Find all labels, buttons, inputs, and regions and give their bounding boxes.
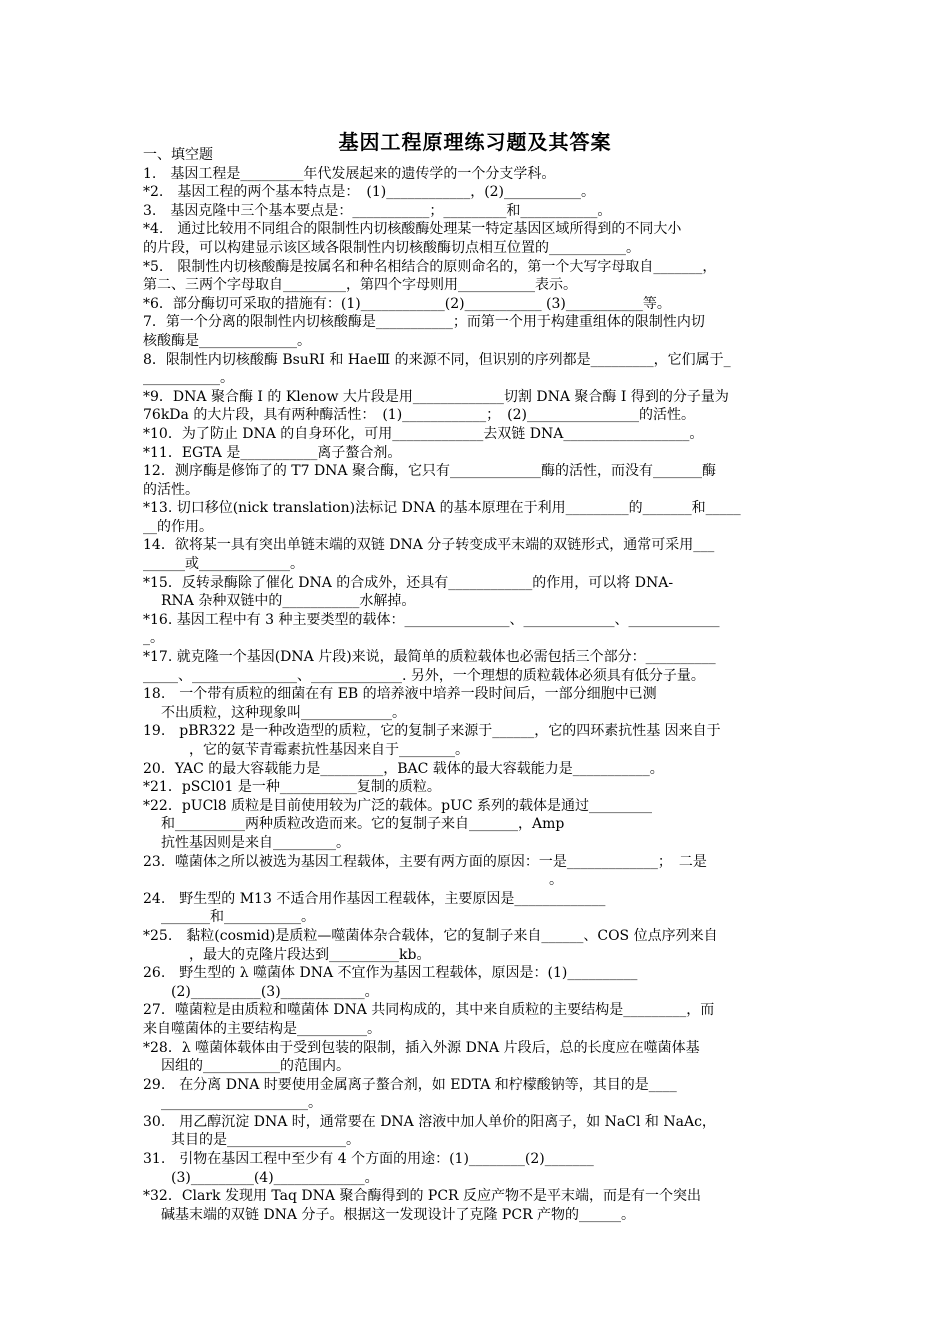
question-q6 bbox=[143, 295, 809, 314]
question-line: 的活性。 bbox=[143, 481, 199, 498]
question-q5 bbox=[143, 258, 809, 295]
question-line: 碱基末端的双链 DNA 分子。根据这一发现设计了克隆 PCR 产物的______。 bbox=[161, 1206, 636, 1223]
question-line: *9．DNA 聚合酶 I 的 Klenow 大片段是用_____________切割 DNA 聚合酶 I 得到的分子量为 bbox=[143, 388, 729, 405]
question-q28 bbox=[143, 1039, 809, 1076]
question-line: 第二、三两个字母取自_________，第四个字母则用___________表示。 bbox=[143, 277, 577, 294]
question-line: *11．EGTA 是___________离子螯合剂。 bbox=[143, 444, 402, 461]
question-q20 bbox=[143, 760, 809, 779]
section-heading: 一、填空题 bbox=[143, 147, 213, 163]
question-line: 31. 引物在基因工程中至少有 4 个方面的用途：(1)________(2)_______ bbox=[143, 1151, 594, 1168]
question-q21 bbox=[143, 778, 809, 797]
question-line: *2. 基因工程的两个基本特点是： (1)____________，(2)___________。 bbox=[143, 184, 596, 201]
question-line: 29. 在分离 DNA 时要使用金属离子螯合剂，如 EDTA 和柠檬酸钠等，其目的是____ bbox=[143, 1076, 677, 1093]
question-line: RNA 杂种双链中的___________水解掉。 bbox=[161, 593, 416, 610]
question-q26 bbox=[143, 964, 809, 1001]
question-q4 bbox=[143, 220, 809, 257]
question-line: *4. 通过比较用不同组合的限制性内切核酸酶处理某一特定基因区域所得到的不同大小 bbox=[143, 221, 682, 238]
question-line: 19. pBR322 是一种改造型的质粒，它的复制子来源于______，它的四环素抗性基 因来自于 bbox=[143, 723, 721, 740]
question-q9 bbox=[143, 388, 809, 425]
question-line: *10．为了防止 DNA 的自身环化，可用_____________去双链 DNA__________________。 bbox=[143, 425, 704, 442]
question-line: ______或_____________。 bbox=[143, 556, 304, 573]
question-q10 bbox=[143, 425, 809, 444]
question-q2 bbox=[143, 183, 809, 202]
question-line: 23．噬菌体之所以被选为基因工程载体，主要有两方面的原因：一是_____________； 二是 bbox=[143, 853, 707, 870]
question-line: (2)__________(3)____________。 bbox=[171, 983, 379, 1000]
question-line: *28．λ 噬菌体载体由于受到包装的限制，插入外源 DNA 片段后，总的长度应在噬菌体基 bbox=[143, 1039, 700, 1056]
question-line: ，最大的克隆片段达到__________kb。 bbox=[189, 946, 431, 963]
question-line: (3)_________(4)_____________。 bbox=[171, 1169, 379, 1186]
question-line: 20．YAC 的最大容载能力是_________，BAC 载体的最大容载能力是___________。 bbox=[143, 760, 664, 777]
question-list bbox=[143, 146, 809, 1224]
question-line: 18. 一个带有质粒的细菌在有 EB 的培养液中培养一段时间后，一部分细胞中已测 bbox=[143, 686, 657, 703]
question-line: *13. 切口移位(nick translation)法标记 DNA 的基本原理在于利用_________的_______和_____ bbox=[143, 500, 741, 517]
question-line: 。 bbox=[143, 872, 563, 889]
question-line: 24. 野生型的 M13 不适合用作基因工程载体，主要原因是_____________ bbox=[143, 890, 606, 907]
question-line: *21．pSCl01 是一种___________复制的质粒。 bbox=[143, 779, 441, 796]
question-line: 核酸酶是______________。 bbox=[143, 332, 311, 349]
question-line: _____________________。 bbox=[161, 1095, 322, 1112]
question-line: 8．限制性内切核酸酶 BsuRI 和 HaeⅢ 的来源不同，但识别的序列都是_________，它们属于_ bbox=[143, 351, 731, 368]
question-line: *17. 就克隆一个基因(DNA 片段)来说，最简单的质粒载体也必需包括三个部分：__________ bbox=[143, 649, 716, 666]
question-q14 bbox=[143, 536, 809, 573]
question-line: *32．Clark 发现用 Taq DNA 聚合酶得到的 PCR 反应产物不是平末端，而是有一个突出 bbox=[143, 1188, 702, 1205]
question-q11 bbox=[143, 444, 809, 463]
question-line: ___________。 bbox=[143, 370, 234, 387]
question-line: 1. 基因工程是_________年代发展起来的遗传学的一个分支学科。 bbox=[143, 165, 556, 182]
question-line: *22．pUCl8 质粒是目前使用较为广泛的载体。pUC 系列的载体是通过_________ bbox=[143, 797, 653, 814]
question-q18 bbox=[143, 685, 809, 722]
question-line: _。 bbox=[143, 630, 164, 647]
question-line: 因组的___________的范围内。 bbox=[161, 1058, 350, 1075]
question-q8 bbox=[143, 351, 809, 388]
question-q24 bbox=[143, 890, 809, 927]
question-line: 和__________两种质粒改造而来。它的复制子来自_______，Amp bbox=[161, 816, 565, 833]
question-q12 bbox=[143, 462, 809, 499]
question-line: *15．反转录酶除了催化 DNA 的合成外，还具有____________的作用，可以将 DNA- bbox=[143, 574, 674, 591]
question-line: 抗性基因则是来自_________。 bbox=[161, 834, 350, 851]
question-q23 bbox=[143, 853, 809, 890]
question-line: 的片段，可以构建显示该区域各限制性内切核酸酶切点相互位置的___________。 bbox=[143, 239, 640, 256]
question-line: 26. 野生型的 λ 噬菌体 DNA 不宜作为基因工程载体，原因是：(1)__________ bbox=[143, 965, 638, 982]
question-line: 其目的是_________________。 bbox=[171, 1132, 360, 1149]
question-line: _____、_______________、_____________. 另外，一个理想的质粒载体必须具有低分子量。 bbox=[143, 667, 705, 684]
question-q1 bbox=[143, 165, 809, 184]
question-q13 bbox=[143, 499, 809, 536]
question-line: 76kDa 的大片段，具有两种酶活性： (1)____________； (2)________________的活性。 bbox=[143, 407, 695, 424]
document-title: 基因工程原理练习题及其答案 bbox=[338, 130, 612, 154]
question-line: *16. 基因工程中有 3 种主要类型的载体：_______________、_____________、_____________ bbox=[143, 611, 720, 628]
question-q29 bbox=[143, 1076, 809, 1113]
question-line: 3. 基因克隆中三个基本要点是：___________；_________和___________。 bbox=[143, 202, 612, 219]
question-q3 bbox=[143, 202, 809, 221]
question-line: *25. 黏粒(cosmid)是质粒—噬菌体杂合载体，它的复制子来自______、COS 位点序列来自 bbox=[143, 927, 718, 944]
question-line: __的作用。 bbox=[143, 518, 213, 535]
question-line: 来自噬菌体的主要结构是__________。 bbox=[143, 1020, 381, 1037]
question-q30 bbox=[143, 1113, 809, 1150]
question-line: ，它的氨苄青霉素抗性基因来自于________。 bbox=[189, 742, 469, 758]
question-line: 不出质粒，这种现象叫_____________。 bbox=[161, 704, 406, 721]
question-q32 bbox=[143, 1187, 809, 1224]
question-line: *5. 限制性内切核酸酶是按属名和种名相结合的原则命名的，第一个大写字母取自_______， bbox=[143, 258, 717, 275]
question-q15 bbox=[143, 574, 809, 611]
question-line: 14．欲将某一具有突出单链末端的双链 DNA 分子转变成平末端的双链形式，通常可采用___ bbox=[143, 537, 715, 554]
question-line: *6．部分酶切可采取的措施有：(1)____________(2)___________ (3)___________等。 bbox=[143, 295, 671, 312]
question-q17 bbox=[143, 648, 809, 685]
question-q31 bbox=[143, 1150, 809, 1187]
question-q19 bbox=[143, 722, 809, 759]
question-q7 bbox=[143, 313, 809, 350]
question-q22 bbox=[143, 797, 809, 853]
question-q27 bbox=[143, 1001, 809, 1038]
question-line: 30. 用乙醇沉淀 DNA 时，通常要在 DNA 溶液中加人单价的阳离子，如 NaCl 和 NaAc， bbox=[143, 1113, 716, 1130]
question-line: 27．噬菌粒是由质粒和噬菌体 DNA 共同构成的，其中来自质粒的主要结构是_________，而 bbox=[143, 1002, 715, 1019]
question-q25 bbox=[143, 927, 809, 964]
question-line: 12．测序酶是修饰了的 T7 DNA 聚合酶，它只有_____________酶的活性，而没有_______酶 bbox=[143, 463, 716, 480]
question-line: _______和___________。 bbox=[161, 909, 315, 926]
question-line: 7．第一个分离的限制性内切核酸酶是___________；而第一个用于构建重组体的限制性内切 bbox=[143, 314, 705, 331]
question-q16 bbox=[143, 611, 809, 648]
